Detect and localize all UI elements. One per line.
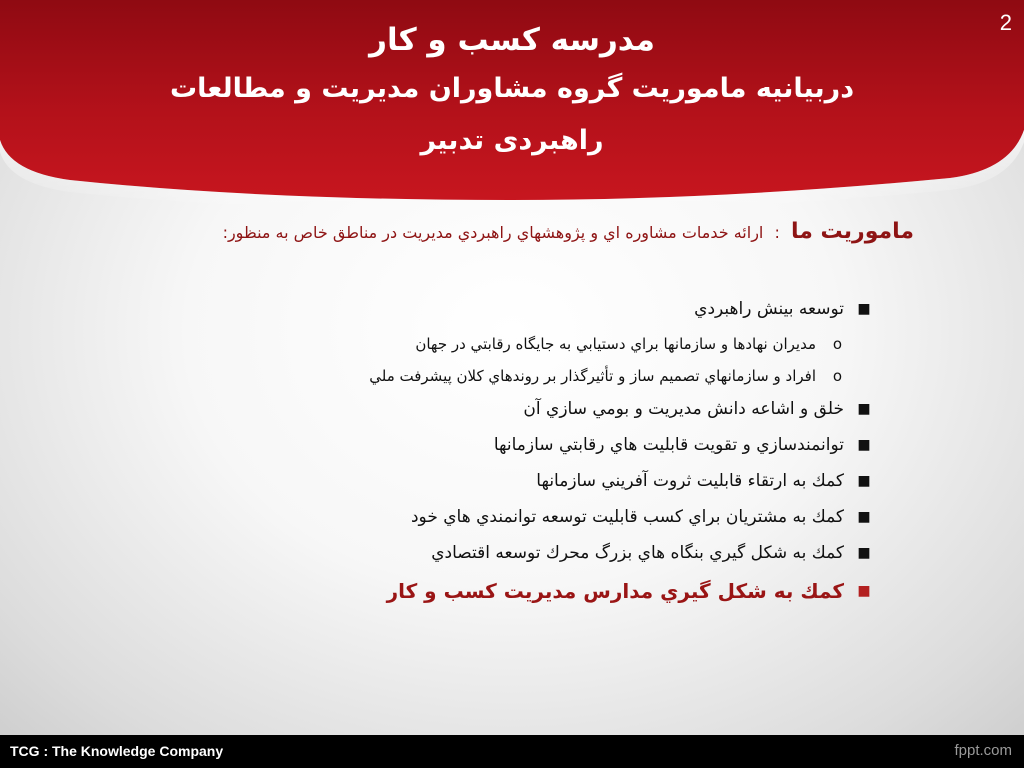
square-bullet-icon: ■: [857, 509, 871, 525]
bullet-text: كمك به مشتريان براي كسب قابليت توسعه توانمندي هاي خود: [410, 507, 844, 527]
sub-bullet-item: [204, 332, 842, 356]
square-bullet-icon: ■: [857, 473, 871, 489]
mission-label: ماموريت ما: [790, 219, 914, 244]
bullet-text: توسعه بينش راهبردي: [694, 299, 844, 319]
square-bullet-icon: ■: [857, 437, 871, 453]
footer-watermark-text: fppt.com: [954, 742, 1012, 759]
mission-separator: :: [774, 223, 780, 242]
footer-bar: [0, 735, 1024, 768]
bullet-item: [204, 432, 871, 458]
bullet-text: كمك به شكل گيري مدارس مديريت كسب و كار: [386, 579, 844, 603]
square-bullet-icon: ■: [857, 301, 871, 317]
title-line-3: راهبردی تدبیر: [420, 125, 604, 156]
bullet-item: [204, 504, 871, 530]
mission-statement: [80, 216, 914, 249]
bullet-item: [204, 540, 871, 566]
title-line-2: دربیانیه ماموریت گروه مشاوران مدیریت و مطالعات: [169, 73, 855, 104]
mission-text: ارائه خدمات مشاوره اي و پژوهشهاي راهبردي مديريت در مناطق خاص به منظور:: [222, 223, 764, 242]
bullet-list: [204, 296, 871, 616]
square-bullet-icon: ■: [857, 583, 871, 599]
footer-company-text: TCG : The Knowledge Company: [10, 743, 224, 759]
bullet-item-highlight: [204, 576, 871, 606]
slide-number: 2: [999, 10, 1012, 35]
title-line-1: مدرسه کسب و کار: [369, 22, 655, 58]
bullet-text: كمك به ارتقاء قابليت ثروت آفريني سازمانها: [536, 471, 844, 491]
circle-bullet-icon: o: [832, 367, 842, 385]
square-bullet-icon: ■: [857, 401, 871, 417]
bullet-item: [204, 296, 871, 322]
sub-bullet-text: مديران نهادها و سازمانها براي دستيابي به جايگاه رقابتي در جهان: [415, 335, 816, 353]
bullet-text: توانمندسازي و تقويت قابليت هاي رقابتي سازمانها: [493, 435, 844, 455]
bullet-item: [204, 396, 871, 422]
bullet-item: [204, 468, 871, 494]
bullet-text: خلق و اشاعه دانش مديريت و بومي سازي آن: [523, 399, 844, 419]
slide-title: [0, 18, 1024, 166]
bullet-text: كمك به شكل گيري بنگاه هاي بزرگ محرك توسعه اقتصادي: [431, 543, 844, 563]
square-bullet-icon: ■: [857, 545, 871, 561]
sub-bullet-text: افراد و سازمانهاي تصميم ساز و تأثيرگذار بر روندهاي كلان پيشرفت ملي: [369, 367, 816, 385]
circle-bullet-icon: o: [832, 335, 842, 353]
sub-bullet-item: [204, 364, 842, 388]
